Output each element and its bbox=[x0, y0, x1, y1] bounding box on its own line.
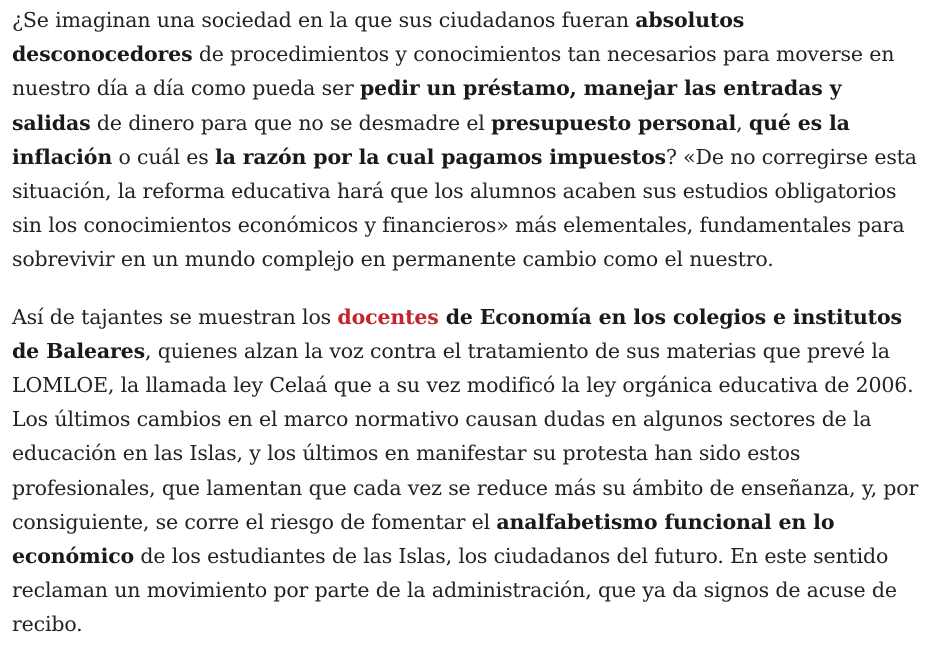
bold-phrase: la razón por la cual pagamos impuestos bbox=[214, 144, 666, 169]
paragraph-text: o cuál es bbox=[112, 144, 215, 169]
bold-phrase: de Economía en los colegios e institutos de Baleares bbox=[12, 304, 902, 363]
bold-phrase: qué es la inflación bbox=[12, 110, 850, 169]
bold-phrase: pedir un préstamo, manejar las entradas y salidas bbox=[12, 76, 842, 135]
paragraph-text: , quienes alzan la voz contra el tratamiento de sus materias que prevé la LOMLOE, la llamada ley Celaá que a su vez modificó la ley orgánica educativa de 2006. Los últimos cambios en el marco normativo causan dudas en algunos sectores de la educación en las Islas, y los últimos en manifestar su protesta han sido estos profesionales, que lamentan que cada vez se reduce más su ámbito de enseñanza, y, por consiguiente, se corre el riesgo de fomentar el bbox=[12, 338, 919, 534]
paragraph-text: ? «De no corregirse esta situación, la reforma educativa hará que los alumnos acaben sus estudios obligatorios sin los conocimientos económicos y financieros» más elementales, fundamentales para sobrevivir en un mundo complejo en permanente cambio como el nuestro. bbox=[12, 144, 917, 272]
paragraph-text: de procedimientos y conocimientos tan necesarios para moverse en nuestro día a día como pueda ser bbox=[12, 42, 895, 101]
paragraph-text: Así de tajantes se muestran los bbox=[12, 304, 338, 329]
bold-phrase: analfabetismo funcional en lo económico bbox=[12, 509, 835, 569]
bold-phrase: absolutos desconocedores bbox=[12, 8, 745, 67]
article-paragraph-2 bbox=[12, 300, 925, 642]
article-paragraph-1 bbox=[12, 3, 925, 277]
paragraph-text: de dinero para que no se desmadre el bbox=[90, 110, 492, 135]
paragraph-text: de los estudiantes de las Islas, los ciudadanos del futuro. En este sentido reclaman un movimiento por parte de la administración, que ya da signos de acuse de recibo. bbox=[12, 544, 897, 637]
docentes-link[interactable]: docentes bbox=[337, 304, 439, 329]
paragraph-text: , bbox=[736, 110, 749, 135]
bold-phrase: presupuesto personal bbox=[491, 110, 737, 135]
paragraph-text: ¿Se imaginan una sociedad en la que sus ciudadanos fueran bbox=[12, 8, 636, 32]
